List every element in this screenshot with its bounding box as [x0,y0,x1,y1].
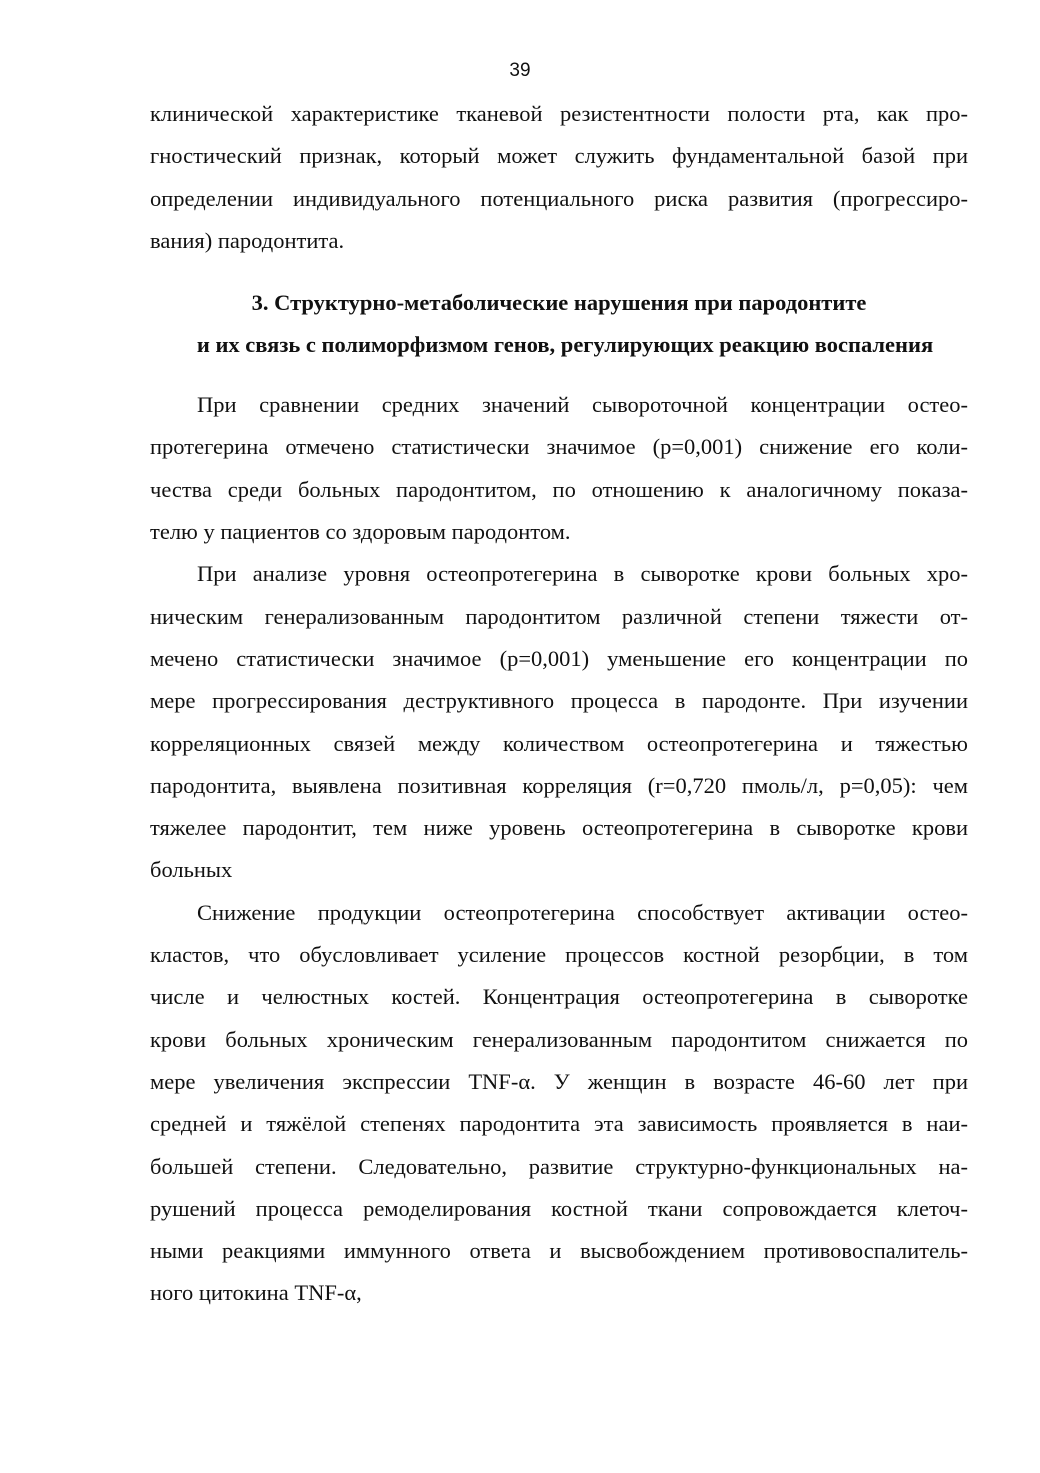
text-line: ного цитокина TNF-α, [150,1280,362,1306]
text-line: гностический признак, который может служить фундаментальной базой при [150,143,968,169]
text-line: чества среди больных пародонтитом, по отношению к аналогичному показа- [150,476,968,502]
text-line: кластов, что обусловливает усиление процессов костной резорбции, в том [150,942,968,968]
text-line: тяжелее пародонтит, тем ниже уровень остеопротегерина в сыворотке крови [150,815,968,841]
text-line: вания) пародонтита. [150,227,345,253]
paragraph-osteoprotegerin-reduction [150,892,968,1315]
text-line: протегерина отмечено статистически значимое (р=0,001) снижение его коли- [150,434,968,460]
text-line: При анализе уровня остеопротегерина в сыворотке крови больных хро- [197,561,968,587]
text-line: крови больных хроническим генерализованным пародонтитом снижается по [150,1026,968,1052]
intro-paragraph [150,93,968,262]
text-line: ными реакциями иммунного ответа и высвобождением противовоспалитель- [150,1238,968,1264]
paragraph-osteoprotegerin-analysis [150,553,968,891]
text-line: пародонтита, выявлена позитивная корреляция (r=0,720 пмоль/л, р=0,05): чем [150,772,968,798]
paragraph-osteoprotegerin-comparison [150,384,968,553]
text-line: телю у пациентов со здоровым пародонтом. [150,519,571,545]
text-line: числе и челюстных костей. Концентрация остеопротегерина в сыворотке [150,984,968,1010]
text-line: ническим генерализованным пародонтитом различной степени тяжести от- [150,603,968,629]
text-line: мере увеличения экспрессии TNF-α. У женщин в возрасте 46-60 лет при [150,1068,968,1094]
page-number: 39 [509,60,531,81]
text-line: Снижение продукции остеопротегерина способствует активации остео- [197,899,968,925]
text-line: При сравнении средних значений сывороточной концентрации остео- [197,392,968,418]
text-line: средней и тяжёлой степенях пародонтита эта зависимость проявляется в наи- [150,1111,968,1137]
text-line: мечено статистически значимое (р=0,001) уменьшение его концентрации по [150,645,968,671]
text-line: корреляционных связей между количеством остеопротегерина и тяжестью [150,730,968,756]
text-line: мере прогрессирования деструктивного процесса в пародонте. При изучении [150,688,968,714]
section-heading [150,282,968,366]
text-line: больных [150,857,233,883]
text-line: рушений процесса ремоделирования костной ткани сопровождается клеточ- [150,1195,968,1221]
text-line: определении индивидуального потенциального риска развития (прогрессиро- [150,185,968,211]
section-heading-line-1: 3. Структурно-метаболические нарушения при пародонтите [251,290,867,316]
text-line: большей степени. Следовательно, развитие структурно-функциональных на- [150,1153,968,1179]
page-content [150,93,968,1315]
section-heading-line-2: и их связь с полиморфизмом генов, регулирующих реакцию воспаления [196,332,934,358]
text-line: клинической характеристике тканевой резистентности полости рта, как про- [150,101,968,126]
